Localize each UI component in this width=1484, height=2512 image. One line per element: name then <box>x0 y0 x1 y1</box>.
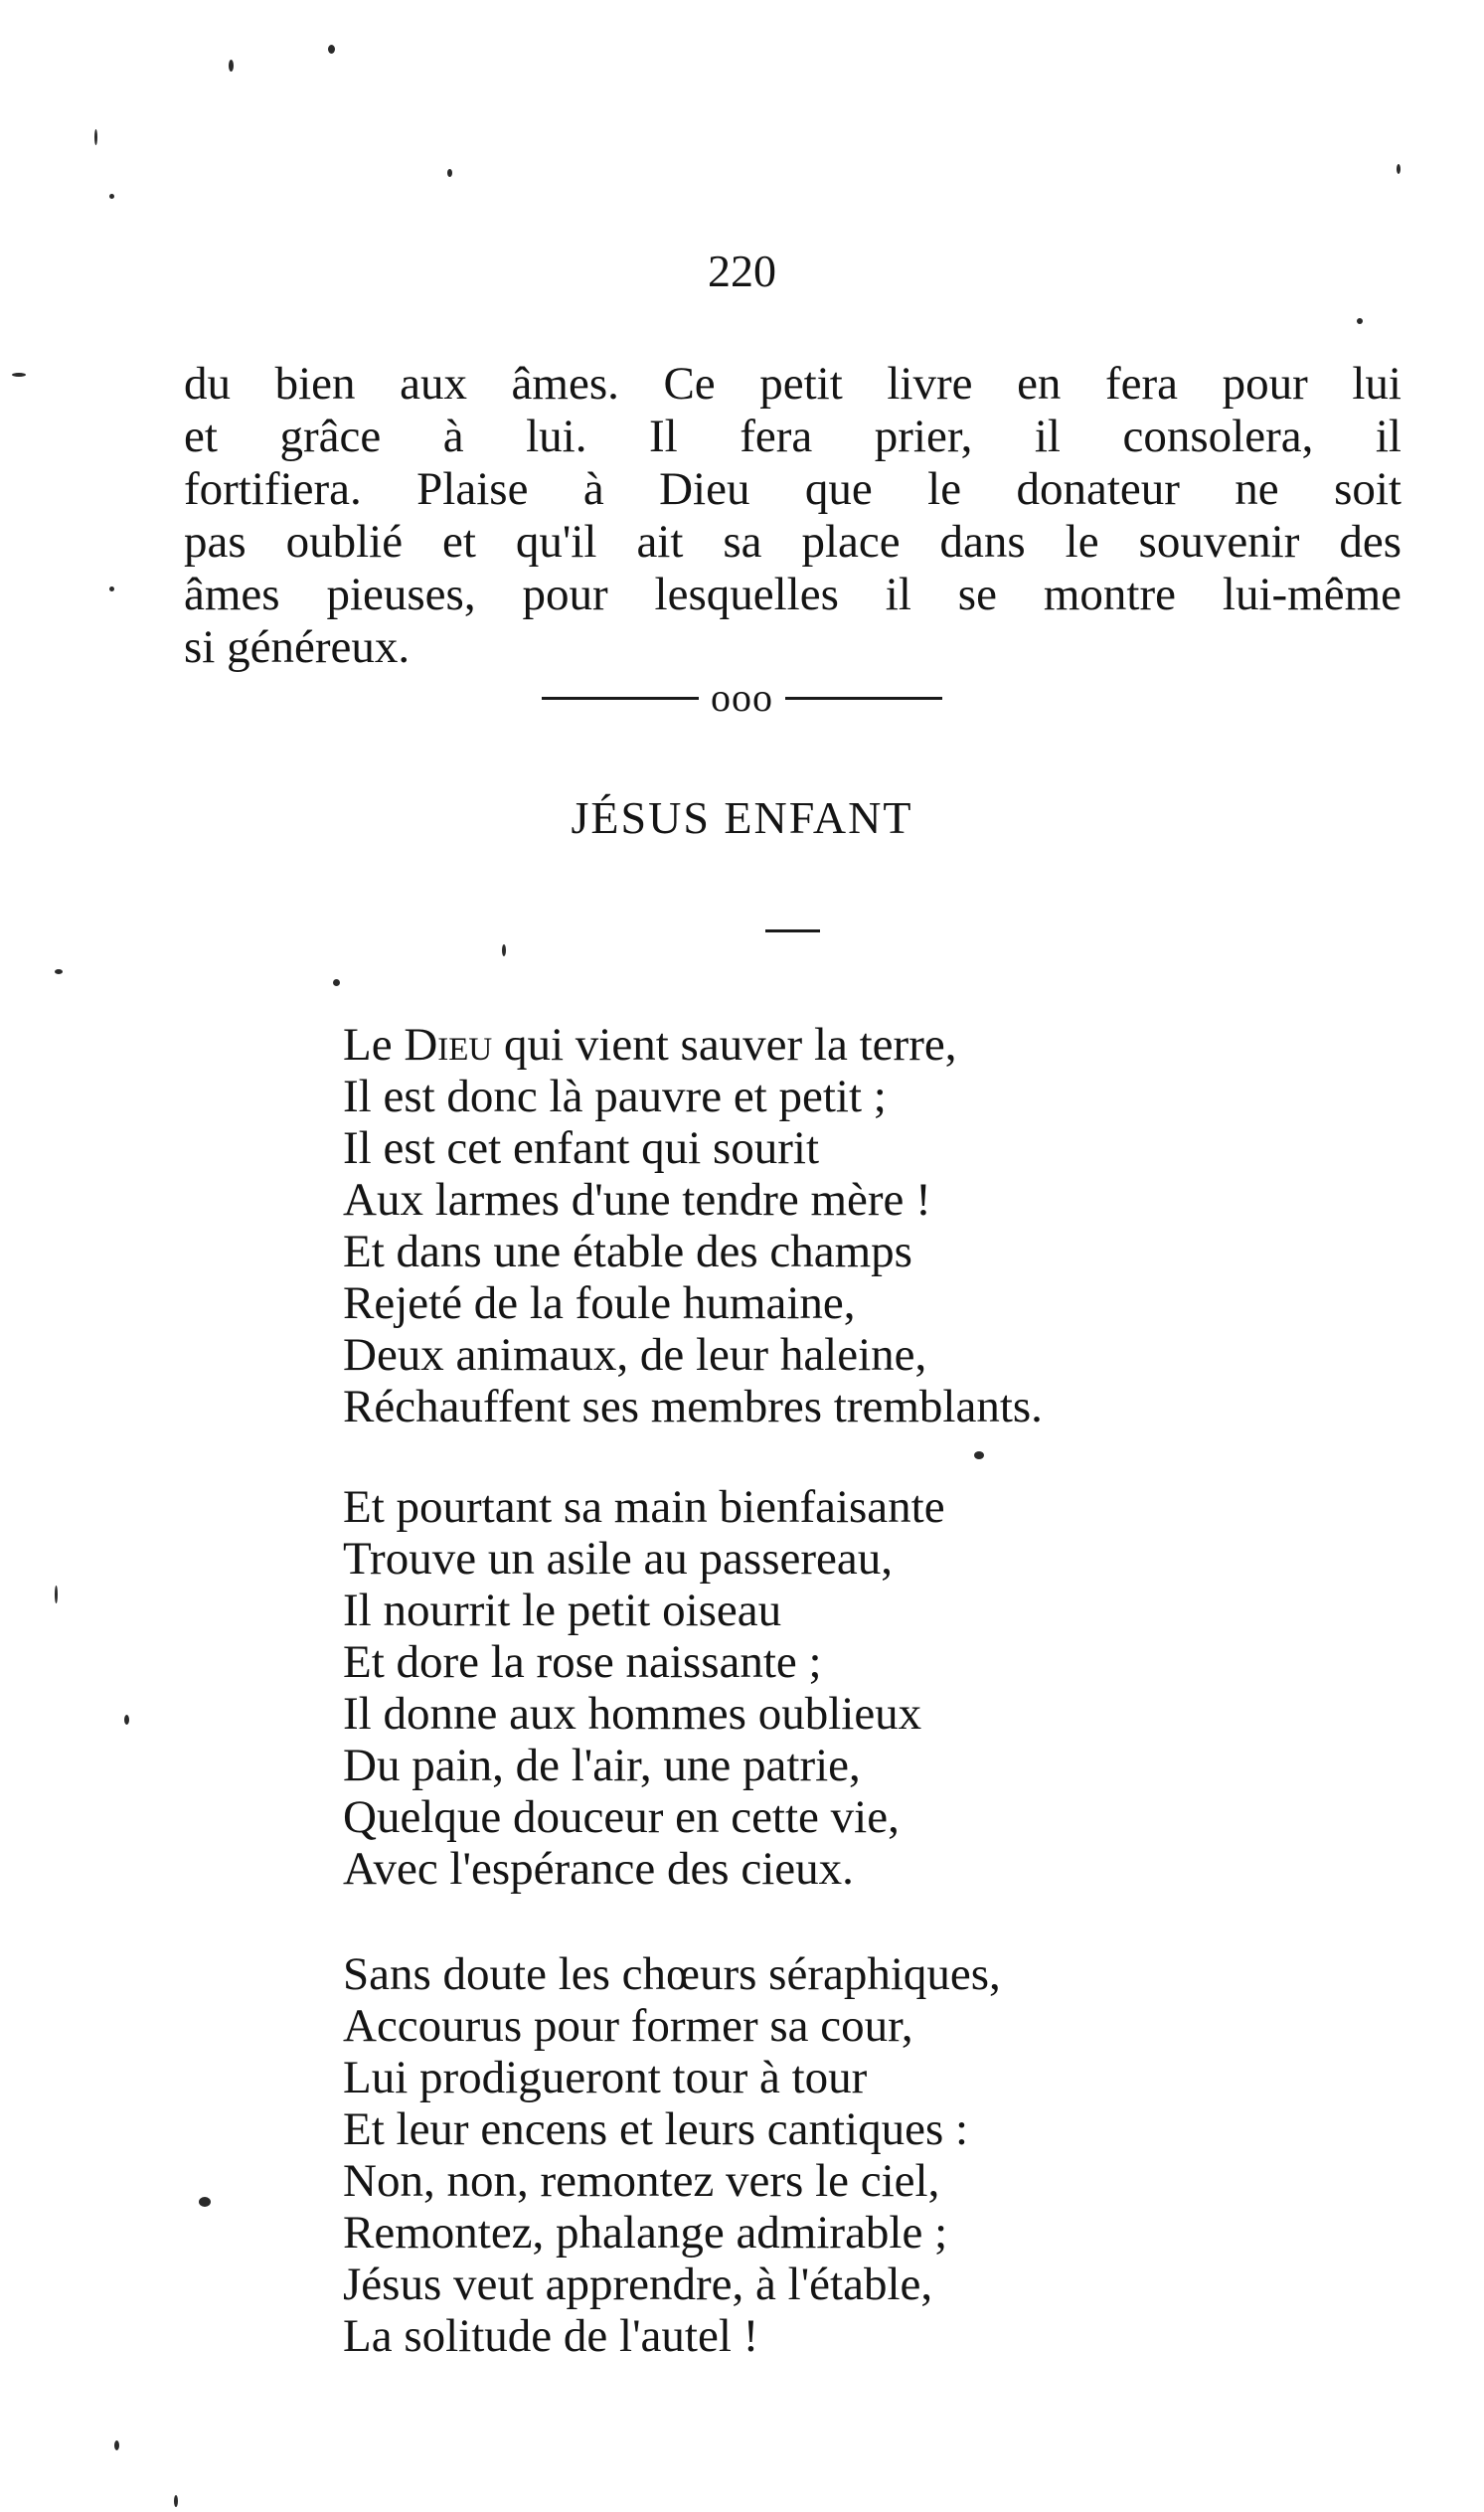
verse-word-dieu: Dieu <box>404 1019 493 1071</box>
verse-line <box>343 1019 1436 1071</box>
verse-line: Et dore la rose naissante ; <box>343 1636 822 1688</box>
poem-title: JÉSUS ENFANT <box>571 792 913 843</box>
verse-line: Avec l'espérance des cieux. <box>343 1843 854 1895</box>
stanza-1 <box>343 1019 1436 1432</box>
separator-ornament: ooo <box>711 675 773 720</box>
scan-speck <box>229 60 234 72</box>
scan-speck <box>109 586 114 591</box>
verse-line: Réchauffent ses membres tremblants. <box>343 1381 1043 1432</box>
verse-line: Jésus veut apprendre, à l'étable, <box>343 2259 933 2310</box>
scan-speck <box>447 169 452 177</box>
verse-line: Quelque douceur en cette vie, <box>343 1791 900 1843</box>
scan-speck <box>502 944 506 956</box>
prose-line: fortifiera. Plaise à Dieu que le donateur ne soit <box>184 463 1402 515</box>
scan-speck <box>328 45 335 54</box>
verse-line: Trouve un asile au passereau, <box>343 1533 893 1585</box>
scan-speck <box>12 373 26 377</box>
verse-line: Il est cet enfant qui sourit <box>343 1122 819 1174</box>
prose-line: si généreux. <box>184 621 411 673</box>
scan-speck <box>174 2495 178 2507</box>
scan-speck <box>1397 164 1401 174</box>
section-separator <box>0 675 1484 720</box>
scan-speck <box>55 1586 58 1603</box>
verse-line: Deux animaux, de leur haleine, <box>343 1329 927 1381</box>
prose-line: du bien aux âmes. Ce petit livre en fera pour lui <box>184 358 1402 410</box>
verse-line: Et pourtant sa main bienfaisante <box>343 1481 945 1533</box>
stanza-2 <box>343 1481 1436 1895</box>
verse-line: Du pain, de l'air, une patrie, <box>343 1740 861 1791</box>
verse-line: Lui prodigueront tour à tour <box>343 2052 868 2103</box>
prose-line: pas oublié et qu'il ait sa place dans le souvenir des <box>184 516 1402 568</box>
verse-line: Non, non, remontez vers le ciel, <box>343 2155 940 2207</box>
stanza-3 <box>343 1948 1436 2362</box>
prose-paragraph <box>184 358 1402 674</box>
verse-line: Et dans une étable des champs <box>343 1226 912 1277</box>
scan-speck <box>333 979 340 986</box>
verse-line: Et leur encens et leurs cantiques : <box>343 2103 969 2155</box>
prose-line: et grâce à lui. Il fera prier, il consolera, il <box>184 411 1402 462</box>
verse-line: Il nourrit le petit oiseau <box>343 1585 782 1636</box>
separator-rule-right <box>785 697 942 700</box>
verse-line: Sans doute les chœurs séraphiques, <box>343 1948 1001 2000</box>
scan-speck <box>109 194 114 199</box>
scan-speck <box>114 2440 119 2450</box>
verse-line: Accourus pour former sa cour, <box>343 2000 913 2052</box>
scan-speck <box>94 129 97 145</box>
scan-speck <box>1357 318 1363 324</box>
scan-speck <box>199 2197 211 2207</box>
verse-line: Remontez, phalange admirable ; <box>343 2207 948 2259</box>
verse-word-le: Le <box>343 1019 405 1071</box>
verse-line: La solitude de l'autel ! <box>343 2310 759 2362</box>
verse-line: Rejeté de la foule humaine, <box>343 1277 856 1329</box>
prose-line: âmes pieuses, pour lesquelles il se montre lui-même <box>184 569 1402 620</box>
verse-line: Il est donc là pauvre et petit ; <box>343 1071 887 1122</box>
verse-rest: qui vient sauver la terre, <box>492 1019 957 1071</box>
verse-line: Aux larmes d'une tendre mère ! <box>343 1174 931 1226</box>
scan-speck <box>55 969 63 974</box>
scan-speck <box>124 1715 129 1725</box>
page-number: 220 <box>708 246 776 296</box>
verse-line: Il donne aux hommes oublieux <box>343 1688 922 1740</box>
title-dash <box>765 929 820 932</box>
scan-speck <box>974 1451 984 1459</box>
separator-rule-left <box>542 697 699 700</box>
